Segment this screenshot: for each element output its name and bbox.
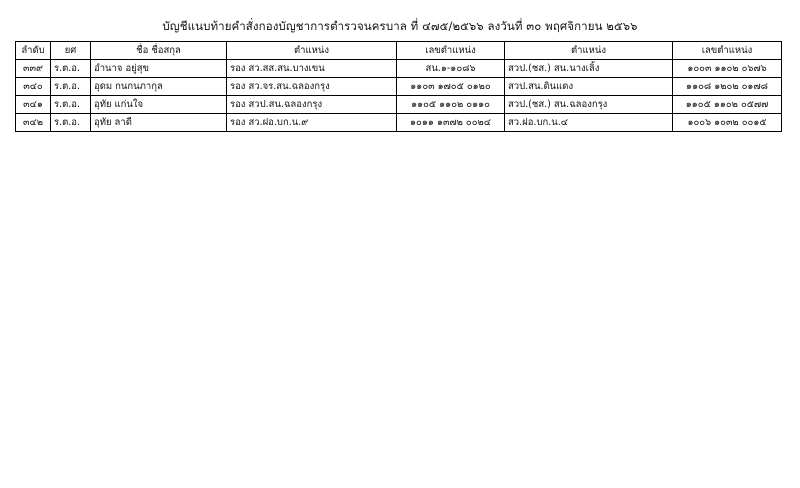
- cell-new-position-number: ๑๐๐๓ ๑๑๐๒ ๐๖๗๖: [673, 60, 782, 78]
- header-full-name: ชื่อ ชื่อสกุล: [91, 42, 227, 60]
- document-title: บัญชีแนบท้ายคำสั่งกองบัญชาการตำรวจนครบาล ที่ ๔๗๕/๒๕๖๖ ลงวันที่ ๓๐ พฤศจิกายน ๒๕๖๖: [162, 19, 638, 33]
- header-new-position-number: เลขตำแหน่ง: [673, 42, 782, 60]
- cell-current-position: รอง สว.สส.สน.บางเขน: [227, 60, 397, 78]
- cell-current-position-number: สน.๑-๑๐๘๖: [397, 60, 505, 78]
- cell-current-position: รอง สว.ฝอ.บก.น.๙: [227, 114, 397, 132]
- cell-full-name: อำนาจ อยู่สุข: [91, 60, 227, 78]
- cell-current-position-number: ๑๑๐๓ ๑๗๐๕ ๐๑๒๐: [397, 78, 505, 96]
- cell-new-position: สวป.(ชส.) สน.ฉลองกรุง: [505, 96, 673, 114]
- table-row: [16, 96, 782, 114]
- cell-current-position: รอง สวป.สน.ฉลองกรุง: [227, 96, 397, 114]
- cell-current-position: รอง สว.จร.สน.ฉลองกรุง: [227, 78, 397, 96]
- cell-new-position: สวป.สน.ดินแดง: [505, 78, 673, 96]
- header-order: ลำดับ: [16, 42, 51, 60]
- cell-new-position: สวป.(ชส.) สน.นางเลิ้ง: [505, 60, 673, 78]
- table-row: [16, 114, 782, 132]
- cell-rank: ร.ต.อ.: [51, 96, 91, 114]
- cell-new-position-number: ๑๑๐๘ ๑๒๐๒ ๐๑๗๘: [673, 78, 782, 96]
- cell-rank: ร.ต.อ.: [51, 78, 91, 96]
- cell-full-name: อุทัย ลาดี: [91, 114, 227, 132]
- cell-current-position-number: ๑๐๑๑ ๑๓๗๒ ๐๐๒๔: [397, 114, 505, 132]
- cell-rank: ร.ต.อ.: [51, 60, 91, 78]
- cell-full-name: อุดม กนกนภากุล: [91, 78, 227, 96]
- cell-current-position-number: ๑๑๐๕ ๑๑๐๒ ๐๑๑๐: [397, 96, 505, 114]
- table-row: [16, 60, 782, 78]
- cell-new-position: สว.ฝอ.บก.น.๔: [505, 114, 673, 132]
- header-new-position: ตำแหน่ง: [505, 42, 673, 60]
- cell-order: ๓๔๒: [16, 114, 51, 132]
- cell-rank: ร.ต.อ.: [51, 114, 91, 132]
- cell-new-position-number: ๑๐๐๖ ๑๐๓๒ ๐๐๑๕: [673, 114, 782, 132]
- cell-order: ๓๔๐: [16, 78, 51, 96]
- header-current-position: ตำแหน่ง: [227, 42, 397, 60]
- cell-order: ๓๔๑: [16, 96, 51, 114]
- cell-order: ๓๓๙: [16, 60, 51, 78]
- header-rank: ยศ: [51, 42, 91, 60]
- cell-new-position-number: ๑๑๐๕ ๑๑๐๒ ๐๕๗๗: [673, 96, 782, 114]
- personnel-table: [15, 41, 782, 132]
- table-row: [16, 78, 782, 96]
- cell-full-name: อุทัย แก่นใจ: [91, 96, 227, 114]
- header-current-position-number: เลขตำแหน่ง: [397, 42, 505, 60]
- table-header-row: [16, 42, 782, 60]
